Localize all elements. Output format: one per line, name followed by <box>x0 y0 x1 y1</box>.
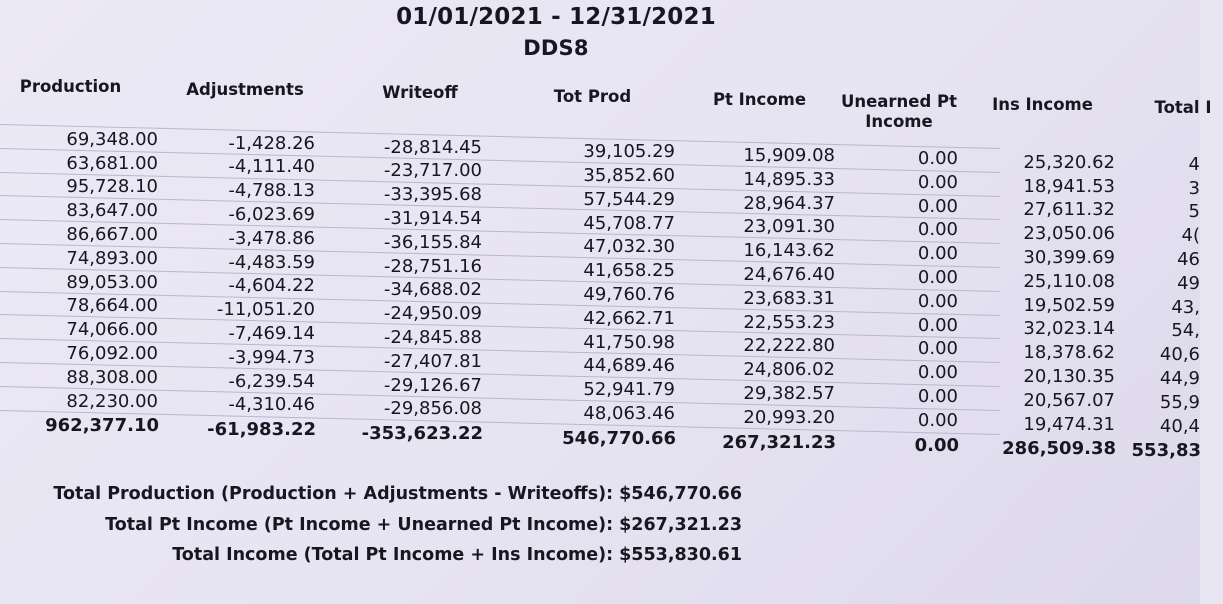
cell-adjustments: -4,111.40 <box>228 156 315 178</box>
column-header-production: Production <box>19 77 122 96</box>
cell-pt-income: 16,143.62 <box>743 240 835 262</box>
cell-unearned-pt-income: 0.00 <box>917 385 958 407</box>
cell-adjustments: -4,788.13 <box>228 180 315 202</box>
cell-tot-prod: 48,063.46 <box>583 403 675 424</box>
cell-production: 74,893.00 <box>66 247 158 269</box>
cell-tot-prod: 39,105.29 <box>583 141 675 163</box>
cell-production: 89,053.00 <box>66 271 158 293</box>
cell-tot-prod: 41,658.25 <box>583 260 675 282</box>
cell-ins-income: 18,941.53 <box>1023 175 1115 197</box>
cell-pt-income: 20,993.20 <box>743 406 835 428</box>
cell-total: 46 <box>1177 249 1200 270</box>
cell-production: 88,308.00 <box>66 366 158 388</box>
cell-adjustments: -4,483.59 <box>228 251 315 273</box>
cell-tot-prod: 42,662.71 <box>583 307 675 329</box>
cell-unearned-pt-income: 0.00 <box>917 266 958 288</box>
cell-production: 86,667.00 <box>66 223 158 245</box>
cell-adjustments: -4,604.22 <box>228 275 315 297</box>
column-header-adjustments: Adjustments <box>186 80 304 99</box>
summary-label: Total Pt Income (Pt Income + Unearned Pt Income): <box>105 515 614 535</box>
cell-ins-income: 19,474.31 <box>1023 413 1115 435</box>
cell-pt-income: 14,895.33 <box>743 168 835 190</box>
cell-writeoff: -31,914.54 <box>383 207 482 229</box>
summary-line <box>105 515 742 535</box>
column-header-pt-income: Pt Income <box>712 90 807 109</box>
cell-ins-income: 25,320.62 <box>1023 151 1115 173</box>
cell-adjustments: -3,994.73 <box>228 346 315 368</box>
cell-total: 40,4 <box>1159 415 1200 437</box>
summary-line <box>53 484 742 504</box>
cell-ins-income: 20,567.07 <box>1023 389 1115 411</box>
cell-unearned-pt-income: 0.00 <box>917 147 958 169</box>
cell-writeoff: -24,845.88 <box>383 326 482 348</box>
cell-tot-prod: 47,032.30 <box>583 236 675 258</box>
cell-total: 44,9 <box>1159 368 1200 389</box>
cell-total: 3 <box>1188 177 1200 199</box>
cell-adjustments: -6,239.54 <box>228 370 315 392</box>
cell-total: 4 <box>1188 153 1200 175</box>
cell-writeoff: -29,126.67 <box>383 374 482 396</box>
total-total: 553,83 <box>1131 440 1201 462</box>
cell-tot-prod: 44,689.46 <box>583 355 675 377</box>
cell-writeoff: -24,950.09 <box>383 303 482 325</box>
cell-unearned-pt-income: 0.00 <box>917 409 958 431</box>
summary-label: Total Income (Total Pt Income + Ins Income): <box>172 545 614 565</box>
cell-ins-income: 20,130.35 <box>1023 365 1115 387</box>
cell-unearned-pt-income: 0.00 <box>917 243 958 265</box>
cell-production: 82,230.00 <box>66 390 158 412</box>
cell-total: 54, <box>1171 320 1200 342</box>
total-writeoff: -353,623.22 <box>361 423 483 445</box>
cell-tot-prod: 45,708.77 <box>583 212 675 234</box>
cell-unearned-pt-income: 0.00 <box>917 195 958 217</box>
cell-tot-prod: 41,750.98 <box>583 331 675 353</box>
cell-tot-prod: 49,760.76 <box>583 284 675 305</box>
cell-pt-income: 24,806.02 <box>743 359 835 381</box>
report-date-range: 01/01/2021 - 12/31/2021 <box>396 4 716 30</box>
total-pt-income: 267,321.23 <box>722 431 836 453</box>
total-production: 962,377.10 <box>45 415 159 437</box>
cell-tot-prod: 35,852.60 <box>583 165 675 186</box>
cell-writeoff: -29,856.08 <box>383 398 482 420</box>
cell-production: 74,066.00 <box>66 319 158 341</box>
cell-writeoff: -23,717.00 <box>383 160 482 182</box>
cell-adjustments: -4,310.46 <box>228 394 315 416</box>
cell-adjustments: -11,051.20 <box>216 299 315 321</box>
cell-ins-income: 32,023.14 <box>1023 318 1115 340</box>
cell-unearned-pt-income: 0.00 <box>917 338 958 360</box>
cell-unearned-pt-income: 0.00 <box>917 314 958 336</box>
cell-writeoff: -33,395.68 <box>383 184 482 206</box>
cell-unearned-pt-income: 0.00 <box>917 171 958 193</box>
cell-total: 5 <box>1188 201 1200 223</box>
summary-line <box>172 545 742 565</box>
report-provider: DDS8 <box>523 36 589 60</box>
cell-production: 78,664.00 <box>66 295 158 317</box>
cell-production: 76,092.00 <box>66 342 158 364</box>
cell-production: 95,728.10 <box>66 176 158 198</box>
column-header-tot-prod: Tot Prod <box>553 87 632 106</box>
cell-ins-income: 27,611.32 <box>1023 199 1115 221</box>
cell-writeoff: -27,407.81 <box>383 350 482 372</box>
column-header-writeoff: Writeoff <box>382 83 458 102</box>
cell-total: 55,9 <box>1159 391 1200 413</box>
cell-adjustments: -3,478.86 <box>228 227 315 249</box>
cell-adjustments: -1,428.26 <box>228 132 315 154</box>
cell-writeoff: -28,814.45 <box>383 136 482 158</box>
cell-adjustments: -7,469.14 <box>228 322 315 344</box>
total-tot-prod: 546,770.66 <box>562 427 676 449</box>
cell-unearned-pt-income: 0.00 <box>917 290 958 312</box>
cell-pt-income: 23,683.31 <box>743 287 835 309</box>
cell-pt-income: 22,222.80 <box>743 335 835 357</box>
cell-total: 4( <box>1181 225 1200 247</box>
cell-pt-income: 15,909.08 <box>743 145 835 167</box>
cell-unearned-pt-income: 0.00 <box>917 362 958 384</box>
total-adjustments: -61,983.22 <box>207 419 316 441</box>
cell-writeoff: -34,688.02 <box>383 279 482 301</box>
cell-ins-income: 30,399.69 <box>1023 246 1115 268</box>
cell-ins-income: 18,378.62 <box>1023 342 1115 364</box>
summary-amount: $267,321.23 <box>619 515 742 535</box>
cell-ins-income: 23,050.06 <box>1023 223 1115 245</box>
cell-total: 43, <box>1171 296 1200 318</box>
cell-unearned-pt-income: 0.00 <box>917 219 958 241</box>
cell-pt-income: 29,382.57 <box>743 383 835 405</box>
cell-pt-income: 28,964.37 <box>743 192 835 214</box>
summary-label: Total Production (Production + Adjustments - Writeoffs): <box>53 484 614 504</box>
cell-pt-income: 23,091.30 <box>743 216 835 238</box>
cell-production: 63,681.00 <box>66 152 158 174</box>
cell-ins-income: 25,110.08 <box>1023 270 1115 292</box>
cell-total: 49 <box>1177 272 1200 294</box>
column-header-total: Total I <box>1154 98 1212 117</box>
cell-tot-prod: 57,544.29 <box>583 188 675 210</box>
cell-adjustments: -6,023.69 <box>228 203 315 225</box>
cell-tot-prod: 52,941.79 <box>583 379 675 401</box>
cell-writeoff: -28,751.16 <box>383 255 482 277</box>
cell-production: 83,647.00 <box>66 200 158 222</box>
cell-writeoff: -36,155.84 <box>383 231 482 253</box>
column-header-unearned-pt-income: Unearned Pt Income <box>840 92 958 131</box>
cell-production: 69,348.00 <box>66 128 158 150</box>
cell-pt-income: 22,553.23 <box>743 311 835 333</box>
total-unearned-pt-income: 0.00 <box>914 434 959 456</box>
cell-pt-income: 24,676.40 <box>743 264 835 286</box>
cell-total: 40,6 <box>1159 344 1200 366</box>
total-ins-income: 286,509.38 <box>1002 438 1116 460</box>
column-header-ins-income: Ins Income <box>992 95 1093 114</box>
cell-ins-income: 19,502.59 <box>1023 294 1115 316</box>
summary-amount: $553,830.61 <box>619 545 742 565</box>
summary-amount: $546,770.66 <box>619 484 742 504</box>
